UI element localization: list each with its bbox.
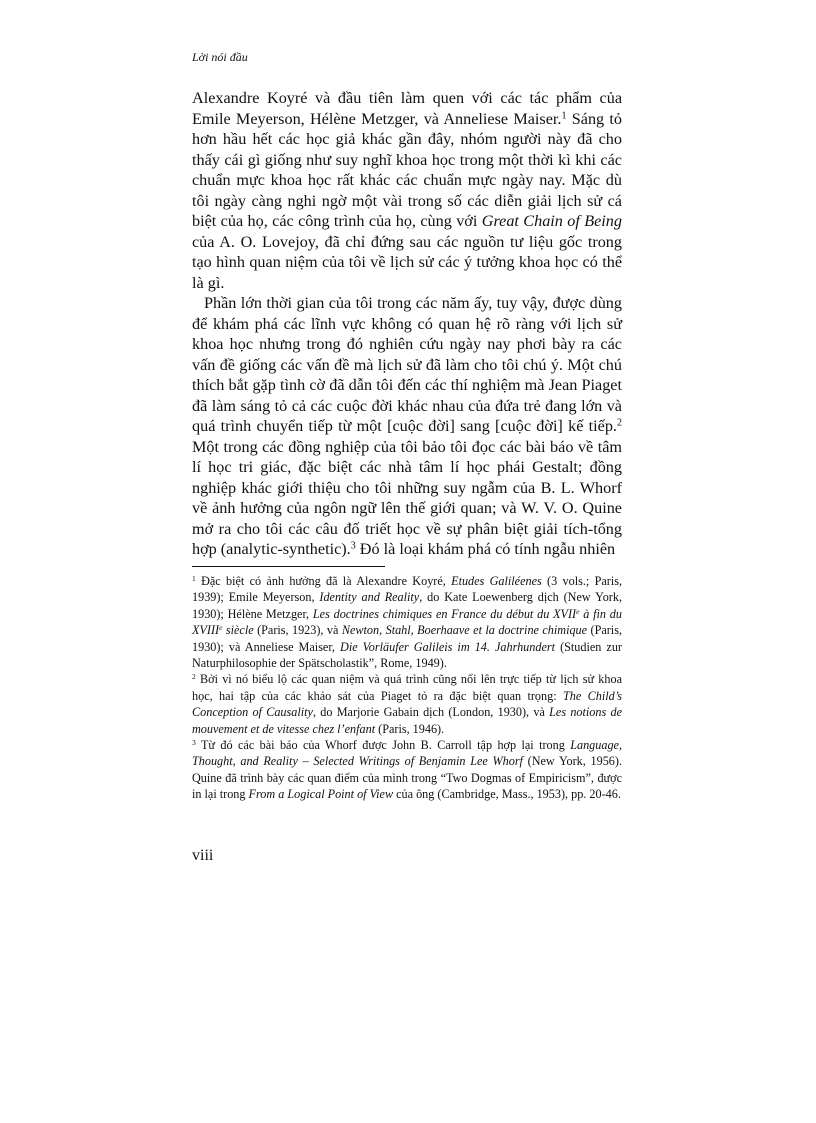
italic-title: Language, Thought, and Reality – Selected Writings of Benjamin Lee Whorf	[192, 738, 622, 769]
italic-title: From a Logical Point of View	[248, 787, 394, 802]
text-span: Sáng tỏ hơn hầu hết các học giả khác gần đây, nhóm người này đã cho thấy cái gì giống như suy nghĩ khoa học trong một thời kì khi các chuẩn mực khoa học rất khác các chuẩn mực ngày nay. Mặc dù tôi ngày càng nghi ngờ một vài trong số các diễn giải lịch sử cá biệt của họ, các công trình của họ, cùng với	[192, 109, 622, 230]
text-span: (Paris, 1946).	[375, 721, 445, 736]
text-span: Một trong các đồng nghiệp của tôi bảo tôi đọc các bài báo về tâm lí học tri giác, đặc biệt các nhà tâm lí học phái Gestalt; đồng nghiệp khác giới thiệu cho tôi những suy ngẫm của B. L. Whorf về ảnh hưởng của ngôn ngữ lên thế giới quan; và W. V. O. Quine mở ra cho tôi các câu đố triết học về sự phân biệt giải tích-tổng hợp (analytic-synthetic).	[192, 437, 622, 558]
text-span: (3 vols.; Paris, 1939); Emile Meyerson,	[192, 574, 622, 605]
text-span: Đó là loại khám phá có tính ngẫu nhiên	[355, 540, 616, 558]
text-span: (New York, 1956). Quine đã trình bày các quan điểm của mình trong “Two Dogmas of Empiricism”, được in lại trong	[192, 754, 622, 802]
book-title: Great Chain of Being	[481, 212, 622, 230]
text-span: Les doctrines chimiques en France du début du XVII	[312, 606, 577, 621]
superscript: e	[576, 606, 580, 616]
footnote-ref-2: 2	[616, 417, 622, 429]
paragraph-1	[192, 88, 622, 293]
footnote-separator	[192, 566, 385, 567]
paragraph-2	[192, 293, 622, 560]
footnote-number: 2	[192, 672, 196, 682]
footnote-2	[192, 671, 622, 737]
italic-title: Die Vorläufer Galileis im 14. Jahrhundert	[340, 639, 556, 654]
superscript: e	[219, 623, 223, 633]
text-span: Từ đó các bài báo của Whorf được John B. Carroll tập hợp lại trong	[195, 738, 571, 753]
footnote-ref-1: 1	[561, 109, 567, 121]
text-span: siècle	[222, 623, 254, 638]
footnote-3	[192, 737, 622, 803]
text-span: Phần lớn thời gian của tôi trong các năm ấy, tuy vậy, được dùng để khám phá các lĩnh vực không có quan hệ rõ ràng với lịch sử khoa học nhưng trong đó nghiên cứu ngày nay phơi bày ra các vấn đề giống các vấn đề mà lịch sử đã làm cho tôi chú ý. Một chú thích bắt gặp tình cờ đã dẫn tôi đến các thí nghiệm mà Jean Piaget đã làm sáng tỏ cả các cuộc đời khác nhau của đứa trẻ đang lớn và quá trình chuyển tiếp từ một [cuộc đời] sang [cuộc đời] kế tiếp.	[192, 294, 622, 435]
italic-title: Les notions de mouvement et de vitesse chez l’enfant	[192, 705, 623, 736]
text-span: , do Kate Loewenberg dịch (New York, 1930); Hélène Metzger,	[192, 590, 622, 621]
text-span: Alexandre Koyré và đầu tiên làm quen với các tác phẩm của Emile Meyerson, Hélène Metzger, và Anneliese Maiser.	[192, 89, 622, 128]
text-span: (Paris, 1930); và Anneliese Maiser,	[192, 623, 622, 654]
text-span: (Paris, 1923), và	[253, 623, 342, 638]
footnote-1	[192, 573, 622, 671]
text-span: , do Marjorie Gabain dịch (London, 1930), và	[312, 705, 550, 720]
italic-title: Etudes Galiléenes	[451, 574, 542, 588]
text-span: Đặc biệt có ảnh hưởng đã là Alexandre Koyré,	[195, 574, 452, 588]
footnote-ref-3: 3	[350, 540, 356, 552]
italic-title: Newton, Stahl, Boerhaave et la doctrine chimique	[341, 623, 588, 638]
running-header: Lời nói đầu	[192, 50, 248, 64]
text-span: à fin du XVIII	[192, 606, 622, 638]
main-text	[192, 88, 622, 560]
italic-title: Identity and Reality	[319, 590, 420, 605]
footnote-number: 3	[192, 737, 196, 747]
text-span: Bởi vì nó biểu lộ các quan niệm và quá trình cũng nổi lên trực tiếp từ lịch sử khoa học, hai tập của các khảo sát của Piaget tỏ ra đặc biệt quan trọng:	[192, 672, 622, 703]
footnotes	[192, 573, 622, 803]
text-span: (Studien zur Naturphilosophie der Spätscholastik”, Rome, 1949).	[192, 639, 622, 671]
footnote-number: 1	[192, 573, 196, 583]
italic-title: The Child’s Conception of Causality	[192, 688, 622, 720]
text-span: của ông (Cambridge, Mass., 1953), pp. 20-46.	[393, 787, 621, 802]
text-span: của A. O. Lovejoy, đã chỉ đứng sau các nguồn tư liệu gốc trong tạo hình quan niệm của tôi về lịch sử các ý tưởng khoa học có thể là gì.	[192, 232, 622, 292]
page-number: viii	[192, 847, 214, 864]
